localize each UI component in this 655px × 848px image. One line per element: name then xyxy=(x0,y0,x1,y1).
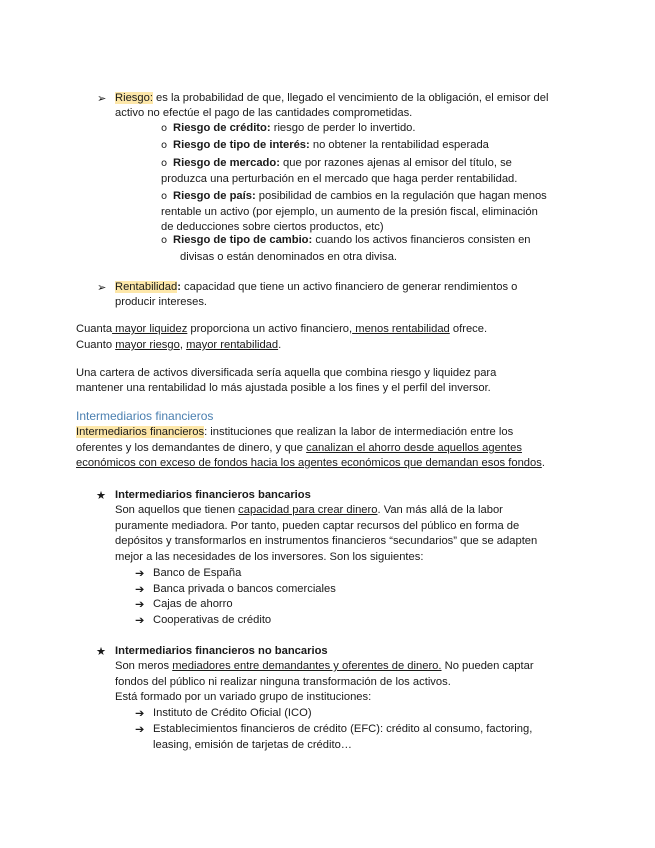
section-heading: Intermediarios financieros xyxy=(76,409,214,423)
riesgo-interes-text: no obtener la rentabilidad esperada xyxy=(309,139,489,151)
intermediarios-line-1 xyxy=(76,425,513,441)
star-bullet-icon: ★ xyxy=(96,645,107,658)
list-item: Establecimientos financieros de crédito (EFC): crédito al consumo, factoring, xyxy=(153,723,533,735)
arrow-bullet-icon: ➔ xyxy=(135,583,145,596)
bancarios-title xyxy=(115,488,311,504)
circle-bullet-icon: o xyxy=(161,123,168,134)
intermediarios-text: : instituciones que realizan la labor de intermediación entre los xyxy=(204,426,514,438)
mayor-rentabilidad: mayor rentabilidad xyxy=(186,339,279,351)
cuanta-text-e: ofrece. xyxy=(449,323,488,335)
riesgo-pais-line-3: de deducciones sobre ciertos productos, etc) xyxy=(161,221,384,233)
cuanto-text-a: Cuanto xyxy=(76,339,116,351)
cuanto-text-e: . xyxy=(278,339,282,351)
no-bancarios-title xyxy=(115,644,328,660)
arrow-bullet-icon: ➔ xyxy=(135,723,145,736)
riesgo-term: Riesgo: xyxy=(115,92,153,104)
exceso-de-fondos: económicos con exceso de fondos hacia los agentes económicos que demandan esos fondos xyxy=(76,457,542,469)
riesgo-pais xyxy=(173,189,547,205)
rentabilidad-line-1 xyxy=(115,280,517,296)
arrow-bullet-icon: ➔ xyxy=(135,707,145,720)
mayor-riesgo: mayor riesgo xyxy=(115,339,180,351)
cuanto-text-c: , xyxy=(179,339,187,351)
list-item: Cooperativas de crédito xyxy=(153,614,272,626)
cuanto-line xyxy=(76,338,281,354)
no-bancarios-line-1 xyxy=(115,659,534,675)
arrow-bullet-icon: ➔ xyxy=(135,598,145,611)
rentabilidad-term: Rentabilidad xyxy=(115,281,178,293)
bancarios-line-3: depósitos y transformarlos en instrumentos financieros “secundarios” que se adapten xyxy=(115,535,538,547)
riesgo-credito-text: riesgo de perder lo invertido. xyxy=(270,122,416,134)
bancarios-title-text: Intermediarios financieros bancarios xyxy=(115,489,311,501)
riesgo-credito-term: Riesgo de crédito: xyxy=(173,122,271,134)
list-item-continuation: leasing, emisión de tarjetas de crédito… xyxy=(153,739,352,751)
riesgo-credito xyxy=(173,121,416,137)
list-item: Cajas de ahorro xyxy=(153,598,233,610)
capacidad-crear-dinero: capacidad para crear dinero xyxy=(238,504,378,516)
canalizan-ahorro: canalizan el ahorro desde aquellos agentes xyxy=(306,442,522,454)
mayor-liquidez: mayor liquidez xyxy=(112,323,188,335)
cartera-line-1: Una cartera de activos diversificada sería aquella que combina riesgo y liquidez para xyxy=(76,367,497,379)
no-bancarios-line-2: fondos del público ni realizar ninguna transformación de los activos. xyxy=(115,676,451,688)
riesgo-interes xyxy=(173,138,489,154)
bancarios-line-1 xyxy=(115,503,503,519)
riesgo-mercado-text: que por razones ajenas al emisor del título, se xyxy=(279,157,512,169)
riesgo-mercado xyxy=(173,156,512,172)
bancarios-line-2: puramente mediadora. Por tanto, pueden captar recursos del público en forma de xyxy=(115,520,520,532)
riesgo-interes-term: Riesgo de tipo de interés: xyxy=(173,139,310,151)
riesgo-cambio-line-2: divisas o están denominados en otra divisa. xyxy=(180,251,398,263)
star-bullet-icon: ★ xyxy=(96,489,107,502)
bancarios-text-1a: Son aquellos que tienen xyxy=(115,504,239,516)
intermediarios-period: . xyxy=(541,457,545,469)
cuanta-text-c: proporciona un activo financiero, xyxy=(187,323,353,335)
intermediarios-text-2a: oferentes y los demandantes de dinero, y que xyxy=(76,442,307,454)
bancarios-line-4: mejor a las necesidades de los inversores. Son los siguientes: xyxy=(115,551,424,563)
no-bancarios-title-text: Intermediarios financieros no bancarios xyxy=(115,645,328,657)
no-bancarios-text-1c: No pueden captar xyxy=(441,660,534,672)
no-bancarios-text-1a: Son meros xyxy=(115,660,173,672)
arrow-bullet-icon: ➔ xyxy=(135,614,145,627)
arrowhead-bullet-icon: ➢ xyxy=(97,92,107,105)
riesgo-cambio xyxy=(173,233,531,249)
arrowhead-bullet-icon: ➢ xyxy=(97,281,107,294)
cuanta-line xyxy=(76,322,487,338)
circle-bullet-icon: o xyxy=(161,191,168,202)
menos-rentabilidad: menos rentabilidad xyxy=(352,323,450,335)
cuanta-text-a: Cuanta xyxy=(76,323,113,335)
riesgo-cambio-text: cuando los activos financieros consisten en xyxy=(312,234,531,246)
list-item: Banco de España xyxy=(153,567,242,579)
riesgo-line-2: activo no efectúe el pago de las cantidades comprometidas. xyxy=(115,107,413,119)
intermediarios-line-2 xyxy=(76,441,522,457)
circle-bullet-icon: o xyxy=(161,140,168,151)
riesgo-cambio-term: Riesgo de tipo de cambio: xyxy=(173,234,313,246)
rentabilidad-line-2: producir intereses. xyxy=(115,296,208,308)
riesgo-pais-term: Riesgo de país: xyxy=(173,190,256,202)
cartera-line-2: mantener una rentabilidad lo más ajustada posible a los fines y el perfil del inversor. xyxy=(76,382,491,394)
riesgo-mercado-term: Riesgo de mercado: xyxy=(173,157,280,169)
list-item: Banca privada o bancos comerciales xyxy=(153,583,336,595)
rentabilidad-colon: : xyxy=(177,281,181,293)
circle-bullet-icon: o xyxy=(161,235,168,246)
mediadores: mediadores entre demandantes y oferentes de dinero. xyxy=(172,660,442,672)
riesgo-line-1 xyxy=(115,91,548,107)
intermediarios-line-3 xyxy=(76,456,545,472)
list-item: Instituto de Crédito Oficial (ICO) xyxy=(153,707,312,719)
no-bancarios-line-3: Está formado por un variado grupo de instituciones: xyxy=(115,691,372,703)
riesgo-mercado-line-2: produzca una perturbación en el mercado que haga perder rentabilidad. xyxy=(161,173,518,185)
riesgo-pais-text: posibilidad de cambios en la regulación que hagan menos xyxy=(255,190,547,202)
circle-bullet-icon: o xyxy=(161,158,168,169)
rentabilidad-text: capacidad que tiene un activo financiero de generar rendimientos o xyxy=(180,281,518,293)
riesgo-text: es la probabilidad de que, llegado el vencimiento de la obligación, el emisor del xyxy=(152,92,549,104)
intermediarios-term: Intermediarios financieros xyxy=(76,426,205,438)
riesgo-pais-line-2: rentable un activo (por ejemplo, un aumento de la presión fiscal, eliminación xyxy=(161,206,538,218)
bancarios-text-1c: . Van más allá de la labor xyxy=(377,504,503,516)
arrow-bullet-icon: ➔ xyxy=(135,567,145,580)
